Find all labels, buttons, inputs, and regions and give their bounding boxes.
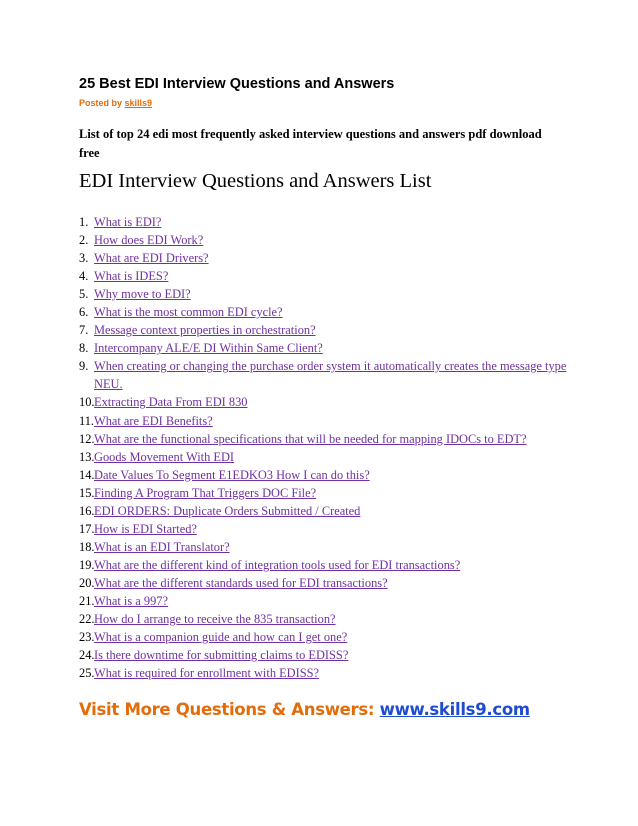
question-item — [79, 249, 569, 267]
question-item — [79, 502, 569, 520]
question-item — [79, 592, 569, 610]
question-number: 8. — [79, 341, 89, 356]
question-number: 18. — [79, 539, 95, 554]
question-number: 3. — [79, 251, 89, 266]
question-link[interactable]: How does EDI Work? — [94, 233, 204, 248]
question-number: 11. — [79, 413, 95, 428]
question-link[interactable]: EDI ORDERS: Duplicate Orders Submitted / Created — [94, 503, 361, 518]
question-number: 4. — [79, 269, 89, 284]
question-link[interactable]: Finding A Program That Triggers DOC File? — [94, 485, 317, 500]
question-link[interactable]: Is there downtime for submitting claims to EDISS? — [94, 648, 349, 663]
question-number: 19. — [79, 557, 95, 572]
website-link[interactable]: www.skills9.com — [379, 700, 530, 719]
footer-line — [79, 700, 530, 719]
question-link[interactable]: What are the different kind of integration tools used for EDI transactions? — [94, 557, 461, 572]
posted-by-label: Posted by — [79, 98, 123, 108]
question-link[interactable]: Why move to EDI? — [94, 287, 191, 302]
question-link[interactable]: What is an EDI Translator? — [94, 539, 230, 554]
question-item — [79, 646, 569, 664]
question-item — [79, 412, 569, 430]
question-link[interactable]: Date Values To Segment E1EDKO3 How I can do this? — [94, 467, 370, 482]
question-item — [79, 231, 569, 249]
question-number: 22. — [79, 612, 95, 627]
question-item — [79, 357, 569, 393]
question-number: 17. — [79, 521, 95, 536]
question-item — [79, 213, 569, 231]
footer-label: Visit More Questions & Answers: — [79, 700, 375, 719]
posted-by-line — [79, 98, 152, 108]
question-number: 13. — [79, 449, 95, 464]
question-item — [79, 664, 569, 682]
question-link[interactable]: What are EDI Drivers? — [94, 251, 209, 266]
question-number: 23. — [79, 630, 95, 645]
question-number: 15. — [79, 485, 95, 500]
question-link[interactable]: What are the different standards used for EDI transactions? — [94, 575, 388, 590]
question-item — [79, 267, 569, 285]
question-link[interactable]: How is EDI Started? — [94, 521, 197, 536]
question-number: 24. — [79, 648, 95, 663]
question-item — [79, 466, 569, 484]
author-link[interactable]: skills9 — [124, 98, 153, 108]
question-item — [79, 610, 569, 628]
question-link[interactable]: What is a 997? — [94, 593, 168, 608]
question-item — [79, 285, 569, 303]
list-heading: EDI Interview Questions and Answers List — [79, 170, 432, 192]
question-number: 9. — [79, 359, 89, 374]
question-number: 16. — [79, 503, 95, 518]
question-item — [79, 339, 569, 357]
question-link[interactable]: How do I arrange to receive the 835 transaction? — [94, 612, 336, 627]
question-item — [79, 430, 569, 448]
question-item — [79, 628, 569, 646]
question-link[interactable]: When creating or changing the purchase order system it automatically creates the message type NEU. — [94, 359, 567, 392]
question-link[interactable]: What are the functional specifications that will be needed for mapping IDOCs to EDT? — [94, 431, 527, 446]
question-number: 7. — [79, 323, 89, 338]
question-link[interactable]: Intercompany ALE/E DI Within Same Client? — [94, 341, 323, 356]
question-link[interactable]: Goods Movement With EDI — [94, 449, 235, 464]
question-number: 21. — [79, 593, 95, 608]
question-number: 12. — [79, 431, 95, 446]
question-number: 20. — [79, 575, 95, 590]
document-title: 25 Best EDI Interview Questions and Answers — [79, 76, 395, 92]
question-item — [79, 321, 569, 339]
question-link[interactable]: Message context properties in orchestration? — [94, 323, 316, 338]
question-list — [79, 213, 569, 682]
question-number: 2. — [79, 233, 89, 248]
question-link[interactable]: Extracting Data From EDI 830 — [94, 395, 248, 410]
intro-text: List of top 24 edi most frequently asked interview questions and answers pdf download free — [79, 127, 542, 160]
question-link[interactable]: What is a companion guide and how can I get one? — [94, 630, 348, 645]
question-item — [79, 556, 569, 574]
question-link[interactable]: What is required for enrollment with EDISS? — [94, 666, 320, 681]
question-number: 1. — [79, 215, 89, 229]
question-number: 6. — [79, 305, 89, 320]
question-link[interactable]: What is IDES? — [94, 269, 169, 284]
question-link[interactable]: What is EDI? — [94, 215, 162, 229]
question-link[interactable]: What is the most common EDI cycle? — [94, 305, 283, 320]
question-number: 25. — [79, 666, 95, 681]
question-item — [79, 574, 569, 592]
question-item — [79, 484, 569, 502]
question-link[interactable]: What are EDI Benefits? — [94, 413, 213, 428]
question-number: 14. — [79, 467, 95, 482]
question-number: 5. — [79, 287, 89, 302]
question-number: 10. — [79, 395, 95, 410]
question-item — [79, 448, 569, 466]
question-item — [79, 538, 569, 556]
question-item — [79, 393, 569, 411]
question-item — [79, 303, 569, 321]
question-item — [79, 520, 569, 538]
